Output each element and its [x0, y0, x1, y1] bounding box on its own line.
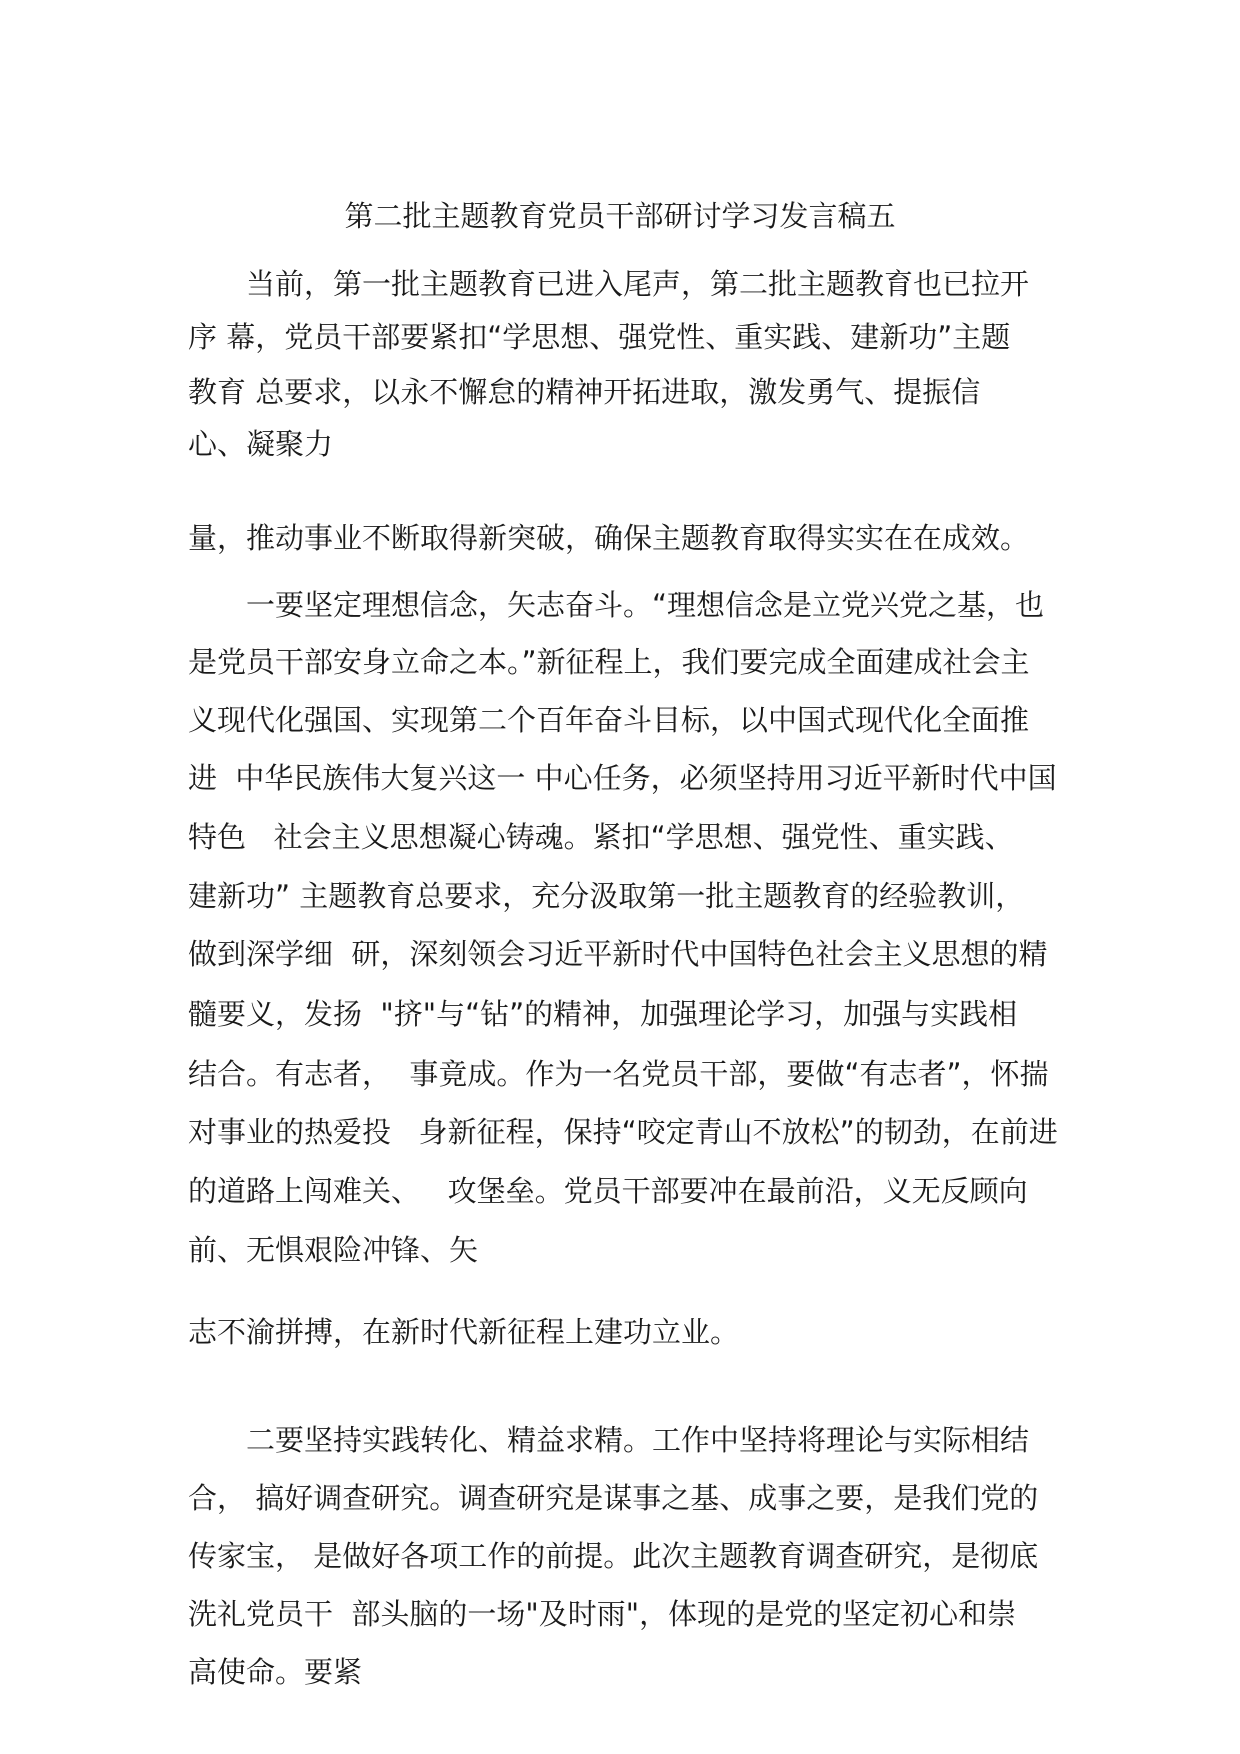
- text-line: 一要坚定理想信念，矢志奋斗。“理想信念是立党兴党之基，也: [246, 588, 1045, 622]
- text-line: 序 幕，党员干部要紧扣“学思想、强党性、重实践、建新功”主题: [188, 320, 1011, 354]
- text-line: 是党员干部安身立命之本。”新征程上，我们要完成全面建成社会主: [188, 645, 1030, 679]
- text-line: 髓要义，发扬 "挤"与“钻”的精神，加强理论学习，加强与实践相: [188, 997, 1018, 1031]
- document-title: 第二批主题教育党员干部研讨学习发言稿五: [344, 199, 896, 233]
- text-line: 教育 总要求，以永不懈怠的精神开拓进取，激发勇气、提振信: [188, 375, 981, 409]
- text-line: 建新功” 主题教育总要求，充分汲取第一批主题教育的经验教训，: [188, 879, 1025, 913]
- text-line: 志不渝拼搏，在新时代新征程上建功立业。: [188, 1315, 740, 1349]
- text-line: 前、无惧艰险冲锋、矢: [188, 1233, 479, 1267]
- text-line: 传家宝， 是做好各项工作的前提。此次主题教育调查研究，是彻底: [188, 1539, 1039, 1573]
- text-line: 心、凝聚力: [188, 427, 334, 461]
- text-line: 的道路上闯难关、 攻堡垒。党员干部要冲在最前沿，义无反顾向: [188, 1174, 1028, 1208]
- text-line: 结合。有志者， 事竟成。作为一名党员干部，要做“有志者”，怀揣: [188, 1057, 1049, 1091]
- text-line: 量，推动事业不断取得新突破，确保主题教育取得实实在在成效。: [188, 521, 1030, 555]
- text-line: 二要坚持实践转化、精益求精。工作中坚持将理论与实际相结: [246, 1423, 1030, 1457]
- text-line: 做到深学细 研，深刻领会习近平新时代中国特色社会主义思想的精: [188, 937, 1048, 971]
- text-line: 当前，第一批主题教育已进入尾声，第二批主题教育也已拉开: [246, 267, 1030, 301]
- text-line: 高使命。要紧: [188, 1655, 363, 1689]
- text-line: 洗礼党员干 部头脑的一场"及时雨"，体现的是党的坚定初心和崇: [188, 1597, 1017, 1631]
- text-line: 进 中华民族伟大复兴这一 中心任务，必须坚持用习近平新时代中国: [188, 761, 1057, 795]
- text-line: 对事业的热爱投 身新征程，保持“咬定青山不放松”的韧劲，在前进: [188, 1115, 1058, 1149]
- text-line: 特色 社会主义思想凝心铸魂。紧扣“学思想、强党性、重实践、: [188, 820, 1014, 854]
- text-line: 义现代化强国、实现第二个百年奋斗目标，以中国式现代化全面推: [188, 703, 1030, 737]
- text-line: 合， 搞好调查研究。调查研究是谋事之基、成事之要，是我们党的: [188, 1481, 1039, 1515]
